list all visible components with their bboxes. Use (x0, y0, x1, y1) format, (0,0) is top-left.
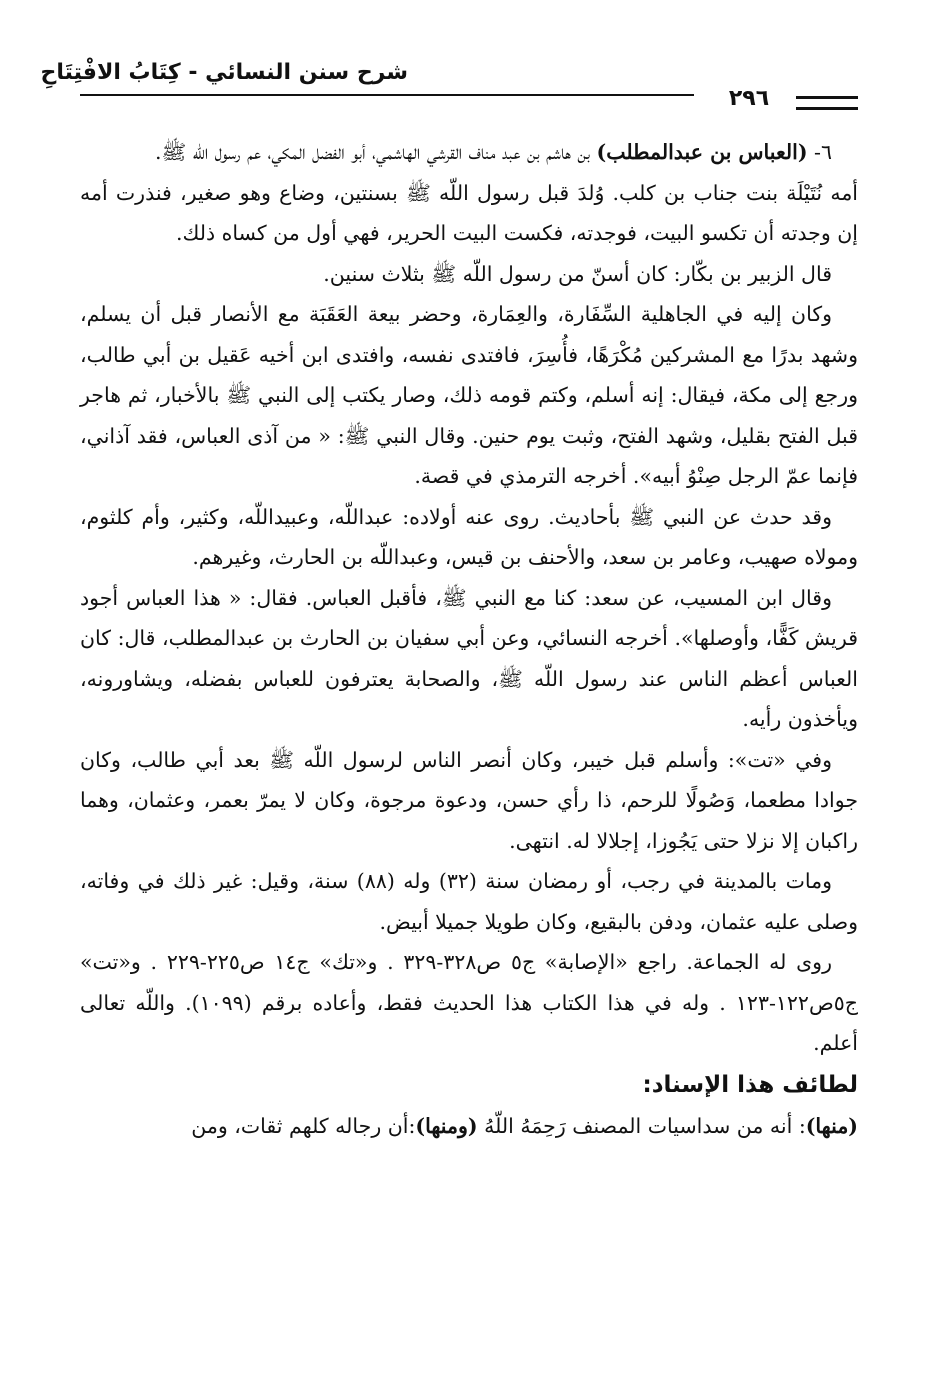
paragraph-isnad-notes (80, 1106, 858, 1147)
page-number: ٢٩٦ (728, 86, 770, 111)
entry-intro (80, 132, 858, 173)
paragraph-mother: أمه نُتَيْلَة بنت جناب بن كلب. وُلدَ قبل رسول اللّه ﷺ بسنتين، وضاع وهو صغير، فنذرت أمه إن وجدته أن تكسو البيت، فوجدته، فكست البيت الحرير، فهي أول من كساه ذلك. (80, 180, 858, 245)
label-minha: (منها) (805, 1113, 858, 1138)
section-heading: لطائف هذا الإسناد: (642, 1071, 858, 1098)
header-rule (80, 94, 694, 96)
entry-name: (العباس بن عبدالمطلب) (596, 140, 808, 164)
isnad-note-text-2: :أن رجاله كلهم ثقات، ومن (191, 1113, 416, 1138)
paragraph-zubair: قال الزبير بن بكّار: كان أسنّ من رسول اللّه ﷺ بثلاث سنين. (323, 261, 832, 286)
isnad-note-text-1: : أنه من سداسيات المصنف رَحِمَهُ اللّهُ (477, 1113, 806, 1138)
label-wa-minha: (ومنها) (415, 1113, 478, 1138)
page-number-double-rule (796, 96, 858, 110)
entry-intro-text: بن هاشم بن عبد مناف القرشي الهاشمي، أبو الفضل المكي، عم رسول اللّه ﷺ. (154, 140, 597, 164)
paragraph-ibn-musayyib: وقال ابن المسيب، عن سعد: كنا مع النبي ﷺ، فأقبل العباس. فقال: « هذا العباس أجود قريش كَفًّا، وأوصلها». أخرجه النسائي، وعن أبي سفيان بن الحارث بن عبدالمطلب، قال: كان العباس أعظم الناس عند رسول اللّه ﷺ، والصحابة يعترفون للعباس بفضله، ويشاورونه، ويأخذون رأيه. (80, 585, 858, 731)
paragraph-narrations: وقد حدث عن النبي ﷺ بأحاديث. روى عنه أولاده: عبداللّه، وعبيداللّه، وكثير، وأم كلثوم، ومولاه صهيب، وعامر بن سعد، والأحنف بن قيس، وعبداللّه بن الحارث، وغيرهم. (80, 504, 858, 569)
entry-number: ٦- (807, 140, 832, 164)
body-text (80, 132, 858, 1146)
paragraph-references: روى له الجماعة. راجع «الإصابة» ج٥ ص٣٢٨-٣٢٩ . و«تك» ج١٤ ص٢٢٥-٢٢٩ . و«تت» ج٥ص١٢٢-١٢٣ . وله في هذا الكتاب هذا الحديث فقط، وأعاده برقم (١٠٩٩). واللّه تعالى أعلم. (80, 950, 858, 1055)
paragraph-taqrib: وفي «تت»: وأسلم قبل خيبر، وكان أنصر الناس لرسول اللّه ﷺ بعد أبي طالب، وكان جوادا مطعما، وَصُولًا للرحم، ذا رأي حسن، ودعوة مرجوة، وكان لا يمرّ بعمر، وعثمان، وهما راكبان إلا نزلا حتى يَجُوزا، إجلالا له. انتهى. (80, 747, 858, 853)
paragraph-jahiliyya: وكان إليه في الجاهلية السِّفَارة، والعِمَارة، وحضر بيعة العَقَبَة مع الأنصار قبل أن يسلم، وشهد بدرًا مع المشركين مُكْرَهًا، فأُسِرَ، فافتدى نفسه، وافتدى ابن أخيه عَقيل بن أبي طالب، ورجع إلى مكة، فيقال: إنه أسلم، وكتم قومه ذلك، وصار يكتب إلى النبي ﷺ بالأخبار، ثم هاجر قبل الفتح بقليل، وشهد الفتح، وثبت يوم حنين. وقال النبي ﷺ: « من آذى العباس، فقد آذاني، فإنما عمّ الرجل صِنْوُ أبيه». أخرجه الترمذي في قصة. (80, 302, 858, 488)
running-title: شرح سنن النسائي - كِتَابُ الافْتِتَاحِ (40, 60, 408, 85)
paragraph-death: ومات بالمدينة في رجب، أو رمضان سنة (٣٢) وله (٨٨) سنة، وقيل: غير ذلك في وفاته، وصلى عليه عثمان، ودفن بالبقيع، وكان طويلا جميلا أبيض. (80, 869, 858, 934)
